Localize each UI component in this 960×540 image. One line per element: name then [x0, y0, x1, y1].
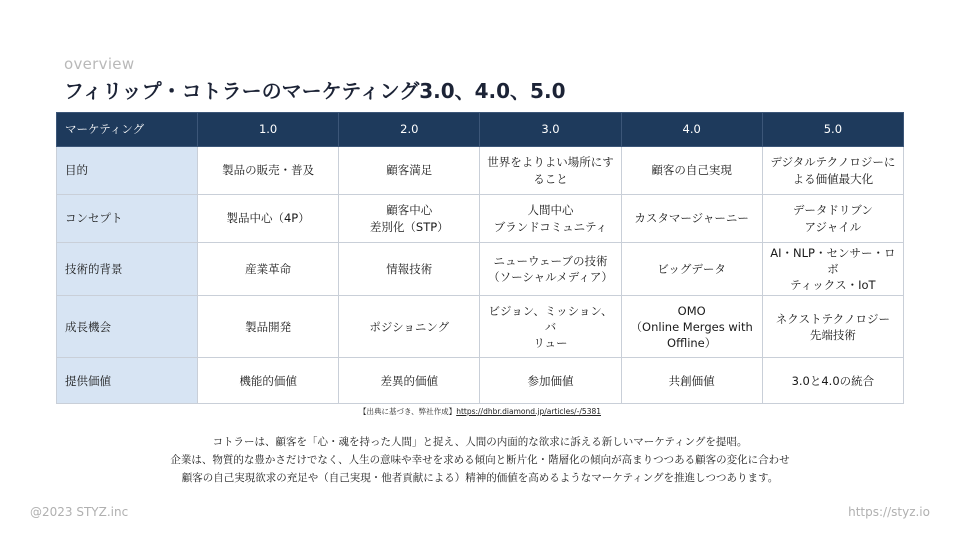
cell-text-line: （ソーシャルメディア）	[488, 270, 613, 285]
table-cell	[339, 195, 480, 243]
table-row	[57, 195, 904, 243]
cell-text-line: 先端技術	[809, 327, 856, 342]
table-row	[57, 296, 904, 358]
column-header: 4.0	[621, 113, 762, 147]
cell-text-line: ティックス・IoT	[790, 278, 876, 293]
row-header: 技術的背景	[57, 243, 198, 296]
cell-text-line: 産業革命	[245, 262, 292, 277]
cell-text-line: ること	[533, 171, 568, 186]
table-cell	[762, 243, 903, 296]
table-cell	[339, 296, 480, 358]
table-cell	[198, 195, 339, 243]
cell-text-line: 差別化（STP）	[369, 219, 449, 234]
table-cell	[762, 358, 903, 404]
cell-text-line: 製品中心（4P）	[226, 211, 310, 226]
cell-text-line: AI・NLP・センサー・ロボ	[770, 246, 896, 277]
cell-text-line: 人間中心	[527, 203, 574, 218]
table-cell	[480, 358, 621, 404]
table-row	[57, 243, 904, 296]
table-cell	[339, 243, 480, 296]
table-cell	[762, 296, 903, 358]
cell-text-line: 機能的価値	[239, 373, 297, 388]
cell-text-line: 顧客満足	[386, 163, 433, 178]
column-header: 3.0	[480, 113, 621, 147]
column-header: 5.0	[762, 113, 903, 147]
cell-text-line: 差異的価値	[380, 373, 439, 388]
cell-text-line: 顧客の自己実現	[651, 163, 732, 178]
table-cell	[621, 243, 762, 296]
table-row	[57, 358, 904, 404]
row-header: 目的	[57, 147, 198, 195]
description-line: コトラーは、顧客を「心・魂を持った人間」と捉え、人間の内面的な欲求に訴える新しいマーケティングを提唱。	[212, 436, 748, 448]
table-cell	[621, 358, 762, 404]
table-cell	[621, 147, 762, 195]
table-cell	[762, 147, 903, 195]
source-prefix: 【出典に基づき、弊社作成】	[358, 407, 457, 416]
table-cell	[480, 147, 621, 195]
cell-text-line: 参加価値	[527, 373, 574, 388]
cell-text-line: 製品開発	[245, 319, 292, 334]
cell-text-line: 情報技術	[386, 262, 433, 277]
row-header: 成長機会	[57, 296, 198, 358]
marketing-comparison-table	[56, 112, 904, 404]
table-cell	[762, 195, 903, 243]
source-link[interactable]: https://dhbr.diamond.jp/articles/-/5381	[456, 407, 602, 416]
table-cell	[198, 296, 339, 358]
cell-text-line: 世界をよりよい場所にす	[487, 155, 614, 170]
cell-text-line: Offline）	[667, 335, 717, 350]
table-cell	[621, 296, 762, 358]
description-line: 企業は、物質的な豊かさだけでなく、人生の意味や幸せを求める傾向と断片化・階層化の傾向が高まりつつある顧客の変化に合わせ	[170, 454, 790, 466]
table-cell	[198, 243, 339, 296]
table-header-row	[57, 113, 904, 147]
cell-text-line: データドリブン	[792, 203, 873, 218]
table-cell	[480, 296, 621, 358]
cell-text-line: ビジョン、ミッション、バ	[488, 303, 613, 334]
cell-text-line: OMO	[677, 303, 706, 318]
cell-text-line: よる価値最大化	[792, 171, 874, 186]
table-cell	[198, 147, 339, 195]
cell-text-line: 共創価値	[668, 373, 715, 388]
overview-label: overview	[64, 55, 135, 73]
cell-text-line: ブランドコミュニティ	[493, 219, 608, 234]
table-cell	[339, 358, 480, 404]
table-cell	[480, 243, 621, 296]
table-cell	[198, 358, 339, 404]
cell-text-line: アジャイル	[804, 219, 862, 234]
table-corner-header: マーケティング	[57, 113, 198, 147]
cell-text-line: 顧客中心	[386, 203, 433, 218]
column-header: 2.0	[339, 113, 480, 147]
table-cell	[480, 195, 621, 243]
row-header: 提供価値	[57, 358, 198, 404]
description-text	[0, 433, 960, 487]
row-header: コンセプト	[57, 195, 198, 243]
slide-title: フィリップ・コトラーのマーケティング3.0、4.0、5.0	[64, 79, 566, 103]
cell-text-line: ネクストテクノロジー	[775, 311, 890, 326]
cell-text-line: （Online Merges with	[630, 319, 753, 334]
footer-site-link[interactable]: https://styz.io	[848, 505, 930, 519]
cell-text-line: ビッグデータ	[657, 262, 726, 277]
footer-copyright: @2023 STYZ.inc	[30, 505, 129, 519]
table-row	[57, 147, 904, 195]
column-header: 1.0	[198, 113, 339, 147]
cell-text-line: リュー	[533, 335, 568, 350]
cell-text-line: 製品の販売・普及	[222, 163, 315, 178]
cell-text-line: デジタルテクノロジーに	[770, 155, 896, 170]
table-cell	[621, 195, 762, 243]
cell-text-line: ポジショニング	[369, 319, 450, 334]
description-line: 顧客の自己実現欲求の充足や（自己実現・他者貢献による）精神的価値を高めるようなマーケティングを推進しつつあります。	[181, 472, 779, 484]
cell-text-line: ニューウェーブの技術	[493, 254, 608, 269]
table-cell	[339, 147, 480, 195]
cell-text-line: 3.0と4.0の統合	[791, 373, 875, 388]
source-citation	[0, 406, 960, 417]
cell-text-line: カスタマージャーニー	[634, 211, 749, 226]
